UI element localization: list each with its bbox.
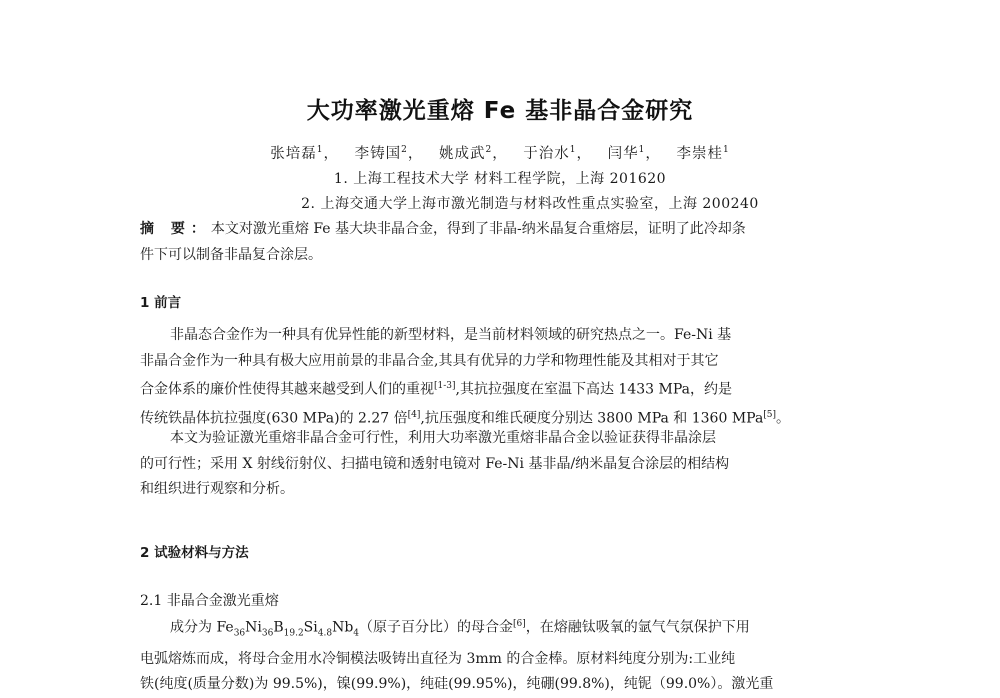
author: 闫华$^1$，	[607, 145, 661, 162]
affiliation-2: 2. 上海交通大学上海市激光制造与材料改性重点实验室，上海 200240	[301, 196, 759, 212]
abstract-text: 件下可以制备非晶复合涂层。	[140, 247, 322, 263]
citation-ref: [4]	[407, 410, 421, 421]
abstract	[140, 216, 860, 268]
affiliation-1: 1. 上海工程技术大学 材料工程学院，上海 201620	[333, 171, 667, 187]
citation-ref: [5]	[763, 410, 777, 421]
section-heading: 1 前言	[140, 295, 182, 311]
paragraph: 本文为验证激光重熔非晶合金可行性，利用大功率激光重熔非晶合金以验证获得非晶涂层 的可行性；采用 X 射线衍射仪、扫描电镜和透射电镜对 Fe-Ni 基非晶/纳米晶复合涂层的相结构 和组织进行观察和分析。	[140, 430, 730, 497]
citation-ref: [1-3]	[434, 381, 456, 391]
author: 李崇桂$^1$	[676, 145, 730, 162]
abstract-text: 本文对激光重熔 Fe 基大块非晶合金，得到了非晶-纳米晶复合重熔层，证明了此冷却条	[210, 221, 746, 237]
paragraph: 成分为 $Fe_{36}Ni_{36}B_{19.2}Si_{4.8}Nb_4$（原子百分比）的母合金[6]，在熔融钛吸氧的氩气气氛保护下用 电弧熔炼而成，将母合金用水冷铜模法吸铸出直径为 3mm 的合金棒。原材料纯度分别为:工业纯 铁(纯度(质量分数)为 99.5%)，镍(99.9%)，纯硅(99.95%)，纯硼(99.8%)，纯铌（99.0%）。激光重	[140, 619, 774, 693]
section-heading: 2 试验材料与方法	[140, 545, 249, 561]
author: 张培磊$^1$，	[270, 145, 339, 162]
paper-title: 大功率激光重熔 Fe 基非晶合金研究	[306, 98, 694, 124]
citation-ref: [6]	[513, 619, 526, 629]
paragraph: 非晶态合金作为一种具有优异性能的新型材料，是当前材料领域的研究热点之一。Fe-Ni 基 非晶合金作为一种具有极大应用前景的非晶合金,其具有优异的力学和物理性能及其相对于其它 合金体系的廉价性使得其越来越受到人们的重视[1-3],其抗拉强度在室温下高达 1433 MPa，约是 传统铁晶体抗拉强度(630 MPa)的 2.27 倍[4],抗压强度和维氏硬度分别达 3800 MPa 和 1360 MPa[5]。	[140, 327, 791, 427]
author: 于治水$^1$，	[523, 145, 593, 162]
author: 姚成武$^2$，	[438, 145, 508, 162]
author: 李铸国$^2$，	[354, 145, 424, 162]
subsection-heading: 2.1 非晶合金激光重熔	[140, 593, 279, 609]
abstract-label: 摘 要：	[140, 221, 211, 237]
author-list	[0, 142, 1000, 163]
